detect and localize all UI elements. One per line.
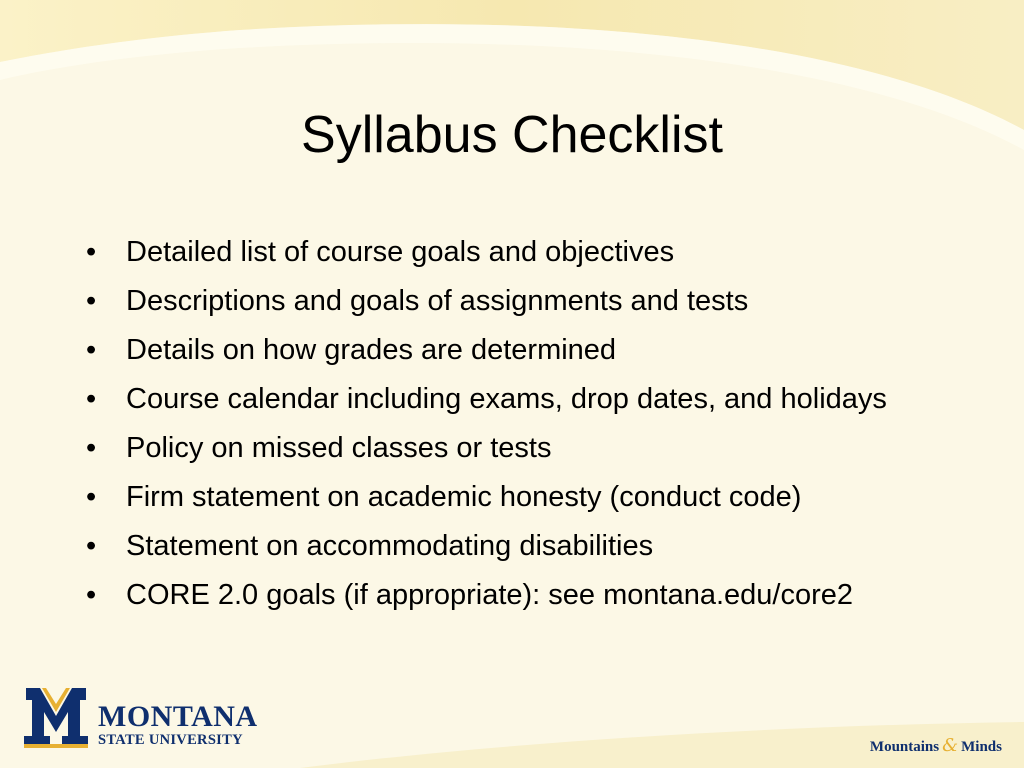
tagline (870, 735, 1002, 756)
bullet-marker: • (86, 285, 97, 317)
tagline-left: Mountains (869, 739, 940, 755)
bullet-item (86, 232, 1006, 272)
montana-m-icon (22, 686, 90, 750)
bullet-item (86, 281, 1006, 321)
bullet-list (86, 232, 1006, 624)
bullet-item (86, 526, 1006, 566)
bullet-item (86, 428, 1006, 468)
bullet-marker: • (86, 530, 97, 562)
bullet-item (86, 379, 1006, 419)
bullet-text: Course calendar including exams, drop dates, and holidays (126, 383, 887, 415)
bullet-text: Details on how grades are determined (126, 334, 617, 366)
bullet-marker: • (86, 432, 97, 464)
bullet-marker: • (86, 383, 97, 415)
bullet-item (86, 330, 1006, 370)
bullet-marker: • (86, 236, 97, 268)
bullet-text: Firm statement on academic honesty (conduct code) (126, 481, 802, 513)
bullet-marker: • (86, 334, 97, 366)
logo-name: MONTANA (98, 700, 258, 733)
logo-subname: STATE UNIVERSITY (98, 732, 243, 748)
bullet-text: Detailed list of course goals and objectives (126, 236, 675, 268)
university-logo (22, 686, 272, 756)
bullet-text: CORE 2.0 goals (if appropriate): see montana.edu/core2 (126, 579, 854, 611)
bullet-marker: • (86, 579, 97, 611)
bullet-marker: • (86, 481, 97, 513)
slide-title: Syllabus Checklist (301, 106, 723, 164)
bullet-text: Descriptions and goals of assignments and tests (126, 285, 749, 317)
bullet-text: Statement on accommodating disabilities (126, 530, 654, 562)
bullet-item (86, 575, 1006, 615)
tagline-right: Minds (961, 739, 1002, 755)
tagline-ampersand: & (942, 735, 959, 756)
bullet-item (86, 477, 1006, 517)
bullet-text: Policy on missed classes or tests (126, 432, 552, 464)
